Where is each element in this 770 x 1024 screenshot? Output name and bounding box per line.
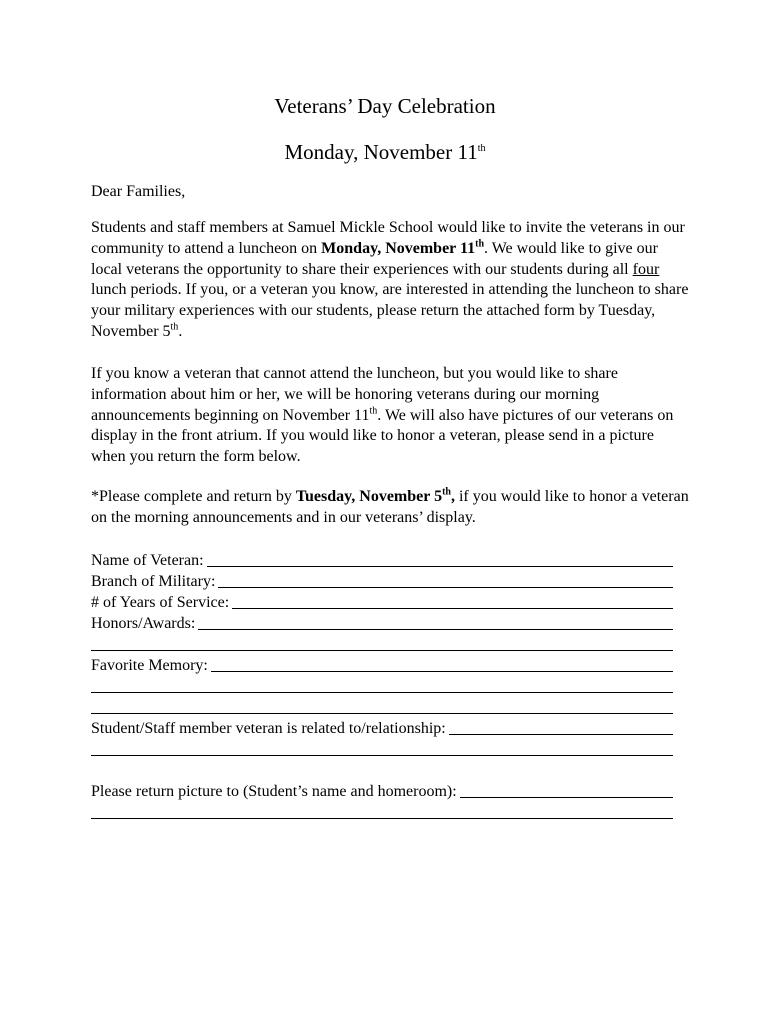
- years-line[interactable]: [232, 608, 673, 609]
- branch-field[interactable]: [91, 571, 673, 592]
- greeting: Dear Families,: [91, 183, 186, 200]
- p1-sup: th: [170, 321, 179, 333]
- event-date: [0, 140, 770, 165]
- branch-label: Branch of Military:: [91, 573, 216, 590]
- honors-field[interactable]: [91, 613, 673, 634]
- honors-continuation-line[interactable]: [91, 650, 673, 651]
- page-title: Veterans’ Day Celebration: [274, 94, 496, 118]
- p1-text-g: .: [178, 322, 183, 340]
- veteran-name-field[interactable]: [91, 550, 673, 571]
- paragraph-deadline: [91, 487, 691, 529]
- veteran-name-label: Name of Veteran:: [91, 552, 204, 569]
- honors-line[interactable]: [198, 629, 673, 630]
- memory-continuation-line-2[interactable]: [91, 713, 673, 714]
- relationship-field[interactable]: [91, 718, 673, 739]
- memory-field[interactable]: [91, 655, 673, 676]
- memory-line[interactable]: [211, 671, 673, 672]
- relationship-line[interactable]: [449, 734, 673, 735]
- return-picture-continuation-field[interactable]: [91, 802, 673, 823]
- honors-label: Honors/Awards:: [91, 615, 196, 632]
- return-picture-field[interactable]: [91, 781, 673, 802]
- paragraph-invitation: [91, 218, 691, 343]
- p3-bold-comma: ,: [450, 488, 455, 505]
- branch-line[interactable]: [218, 587, 673, 588]
- relationship-continuation-field[interactable]: [91, 739, 673, 760]
- p1-underline-four: four: [632, 260, 660, 278]
- p1-text-e: lunch periods. If you, or a veteran you know, are interested in attending the luncheon to share your military experiences with our students, please return the attached form by Tuesday, November 5: [91, 281, 689, 340]
- p3-text-c: if you would like to honor a veteran on the morning announcements and in our veterans’ display.: [91, 488, 689, 526]
- p1-text-a: Students and staff members at Samuel Mickle School would like to invite the veterans in our community to attend a luncheon on: [91, 219, 685, 257]
- relationship-label: Student/Staff member veteran is related to/relationship:: [91, 720, 446, 737]
- memory-label: Favorite Memory:: [91, 657, 208, 674]
- p3-bold-sup: th: [442, 486, 451, 498]
- p2-text-c: . We will also have pictures of our veterans on display in the front atrium. If you would like to honor a veteran, please send in a picture when you return the form below.: [91, 406, 674, 466]
- p1-text-c: . We would like to give our local veterans the opportunity to share their experiences with our students during all: [91, 239, 658, 278]
- memory-continuation-field-1[interactable]: [91, 676, 673, 697]
- relationship-continuation-line[interactable]: [91, 755, 673, 756]
- veteran-name-line[interactable]: [207, 566, 673, 567]
- event-date-text: Monday, November 11: [284, 140, 478, 164]
- p3-text-a: *Please complete and return by: [91, 488, 296, 505]
- return-picture-label: Please return picture to (Student’s name and homeroom):: [91, 783, 457, 800]
- event-date-suffix: th: [477, 143, 486, 154]
- p1-bold-sup: th: [475, 238, 485, 250]
- p3-bold-date: Tuesday, November 5: [295, 488, 443, 505]
- years-label: # of Years of Service:: [91, 594, 230, 611]
- return-picture-line[interactable]: [460, 797, 673, 798]
- paragraph-announcements: [91, 364, 691, 468]
- p2-text-a: If you know a veteran that cannot attend the luncheon, but you would like to share information about him or her, we will be honoring veterans during our morning announcements beginning on November 11: [91, 365, 618, 424]
- memory-continuation-line-1[interactable]: [91, 692, 673, 693]
- memory-continuation-field-2[interactable]: [91, 697, 673, 718]
- p2-sup: th: [369, 405, 378, 417]
- honors-continuation-field[interactable]: [91, 634, 673, 655]
- p1-bold-date: Monday, November 11: [321, 239, 476, 257]
- years-field[interactable]: [91, 592, 673, 613]
- return-picture-continuation-line[interactable]: [91, 818, 673, 819]
